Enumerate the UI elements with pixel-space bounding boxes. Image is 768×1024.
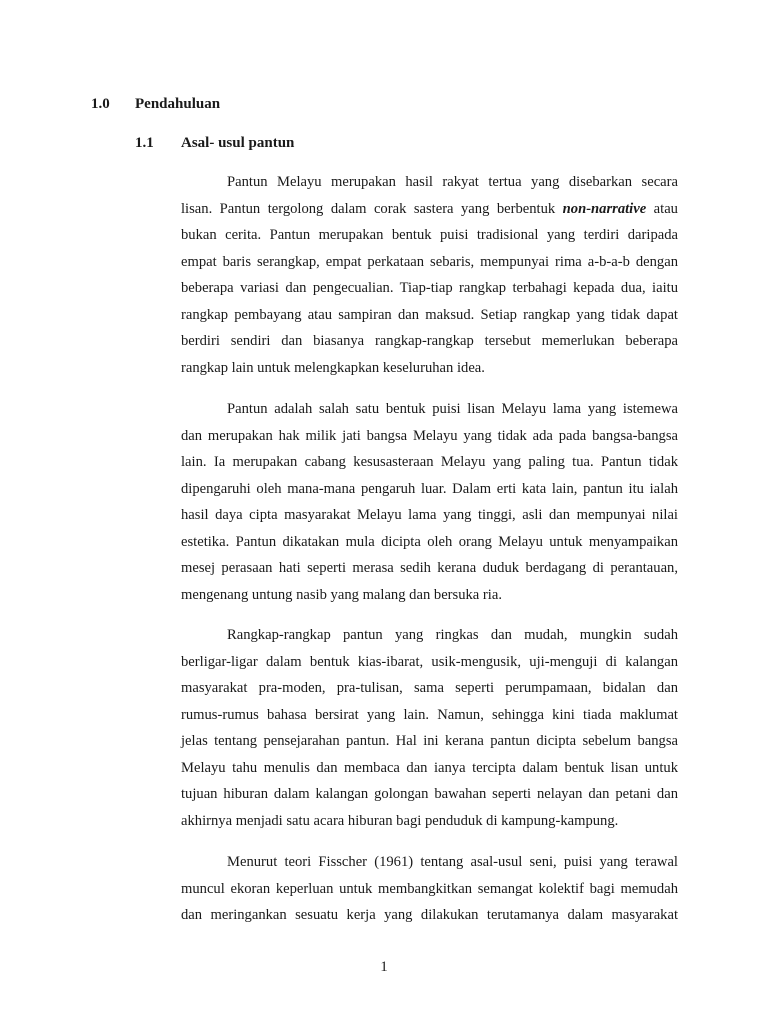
- paragraph-line: [181, 196, 678, 223]
- paragraph-line: rumus-rumus bahasa bersirat yang lain. Namun, sehingga kini tiada maklumat: [181, 706, 678, 723]
- line-text-after-emphasis: atau: [646, 200, 678, 217]
- subsection-number: 1.1: [135, 135, 154, 151]
- paragraph-4: [181, 849, 678, 929]
- paragraph-line: tujuan hiburan dalam kalangan golongan bawahan seperti nelayan dan petani dan: [181, 786, 678, 802]
- paragraph-line: berligar-ligar dalam bentuk kias-ibarat, usik-mengusik, uji-menguji di kalangan: [181, 653, 678, 670]
- paragraph-line: beberapa variasi dan pengecualian. Tiap-tiap rangkap terbahagi kepada dua, iaitu: [181, 280, 678, 296]
- paragraph-line: mengenang untung nasib yang malang dan bersuka ria.: [181, 586, 502, 603]
- paragraph-line: dan merupakan hak milik jati bangsa Melayu yang tidak ada pada bangsa-bangsa: [181, 427, 678, 444]
- paragraph-line: dipengaruhi oleh mana-mana pengaruh luar. Dalam erti kata lain, pantun itu ialah: [181, 480, 678, 497]
- paragraph-line: berdiri sendiri dan biasanya rangkap-rangkap tersebut memerlukan beberapa: [181, 333, 678, 349]
- section-number: 1.0: [91, 96, 110, 112]
- paragraph-line: rangkap pembayang atau sampiran dan maksud. Setiap rangkap yang tidak dapat: [181, 306, 678, 323]
- paragraph-line: jelas tentang pensejarahan pantun. Hal ini kerana pantun dicipta sebelum bangsa: [181, 733, 678, 749]
- paragraph-line: masyarakat pra-moden, pra-tulisan, sama seperti perumpamaan, bidalan dan: [181, 680, 678, 696]
- paragraph-line: Rangkap-rangkap pantun yang ringkas dan mudah, mungkin sudah: [227, 627, 678, 643]
- emphasis-term: non-narrative: [562, 200, 647, 217]
- paragraph-2: [181, 396, 678, 608]
- paragraph-line: Pantun adalah salah satu bentuk puisi lisan Melayu lama yang istemewa: [227, 401, 678, 417]
- paragraph-3: [181, 622, 678, 834]
- paragraph-line: hasil daya cipta masyarakat Melayu lama yang tinggi, asli dan mempunyai nilai: [181, 507, 678, 523]
- paragraph-1: [181, 169, 678, 381]
- paragraph-line: lain. Ia merupakan cabang kesusasteraan Melayu yang paling tua. Pantun tidak: [181, 454, 678, 470]
- paragraph-line: dan meringankan sesuatu kerja yang dilakukan terutamanya dalam masyarakat: [181, 907, 678, 923]
- paragraph-line: akhirnya menjadi satu acara hiburan bagi penduduk di kampung-kampung.: [181, 812, 619, 829]
- subsection-title: Asal- usul pantun: [181, 135, 295, 151]
- paragraph-line: Pantun Melayu merupakan hasil rakyat tertua yang disebarkan secara: [227, 174, 678, 190]
- page-number: 1: [380, 959, 388, 975]
- paragraph-line: muncul ekoran keperluan untuk membangkitkan semangat kolektif bagi memudah: [181, 880, 678, 897]
- section-title: Pendahuluan: [135, 96, 221, 112]
- paragraph-line: bukan cerita. Pantun merupakan bentuk puisi tradisional yang terdiri daripada: [181, 227, 678, 243]
- paragraph-line: empat baris serangkap, empat perkataan sebaris, mempunyai rima a-b-a-b dengan: [181, 253, 678, 270]
- paragraph-line: estetika. Pantun dikatakan mula dicipta oleh orang Melayu untuk menyampaikan: [181, 533, 678, 550]
- paragraph-line: Menurut teori Fisscher (1961) tentang asal-usul seni, puisi yang terawal: [227, 854, 678, 870]
- paragraph-line: Melayu tahu menulis dan membaca dan ianya tercipta dalam bentuk lisan untuk: [181, 759, 678, 776]
- line-text: lisan. Pantun tergolong dalam corak sastera yang berbentuk: [181, 200, 563, 217]
- paragraph-line: rangkap lain untuk melengkapkan keseluruhan idea.: [181, 359, 485, 376]
- paragraph-line: mesej perasaan hati seperti merasa sedih kerana duduk berdagang di perantauan,: [181, 560, 678, 576]
